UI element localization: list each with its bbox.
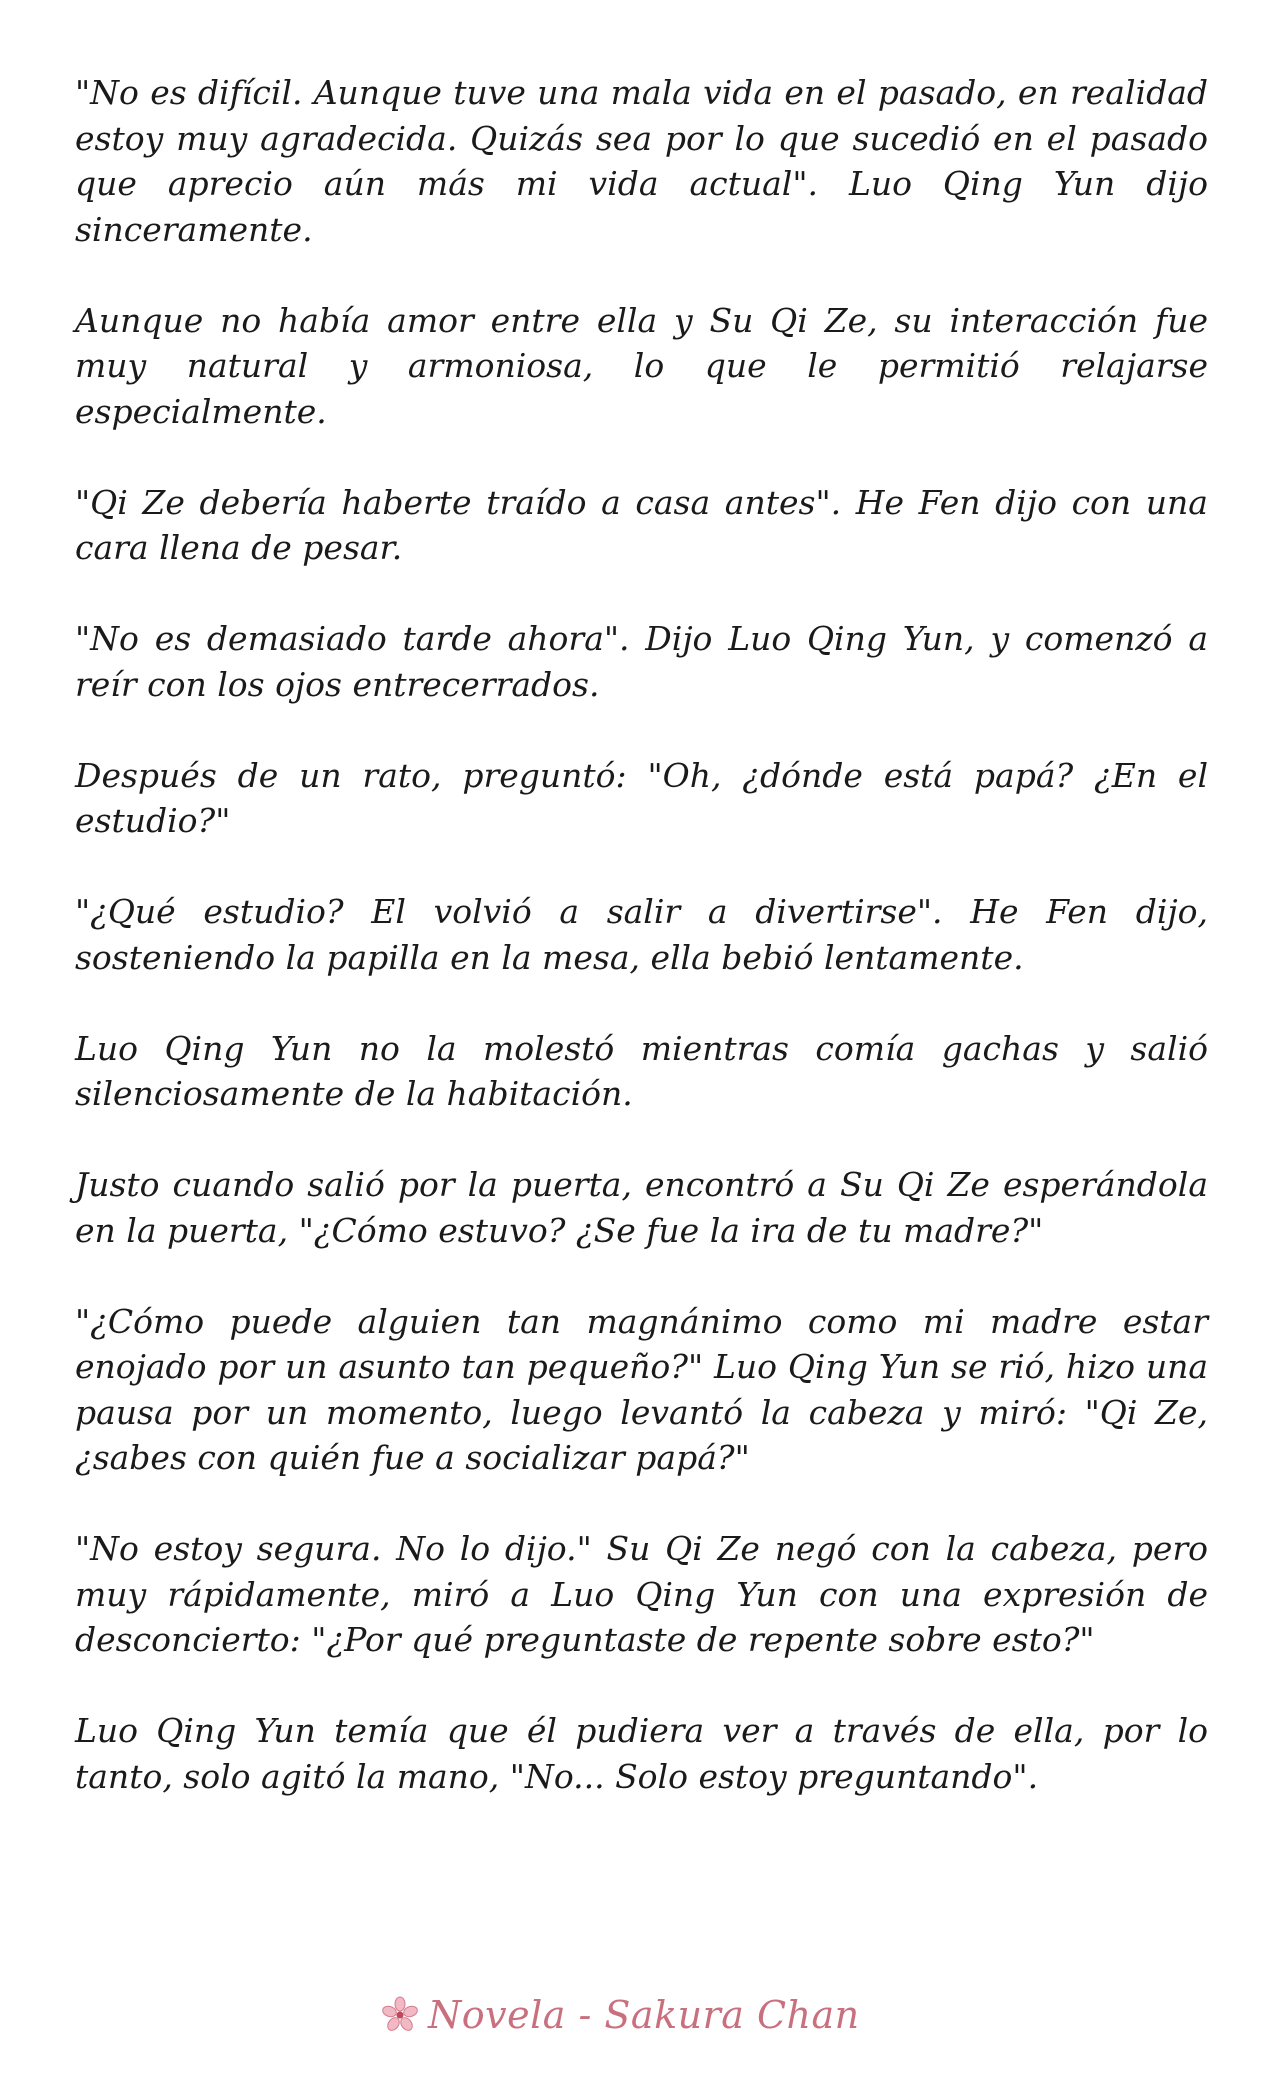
paragraph: "Qi Ze debería haberte traído a casa antes". He Fen dijo con una cara llena de pesar. <box>75 482 1208 567</box>
cherry-blossom-icon <box>380 1995 420 2035</box>
paragraph: Justo cuando salió por la puerta, encontró a Su Qi Ze esperándola en la puerta, "¿Cómo estuvo? ¿Se fue la ira de tu madre?" <box>75 1165 1208 1250</box>
chapter-text <box>75 70 1208 1799</box>
paragraph: "No es demasiado tarde ahora". Dijo Luo Qing Yun, y comenzó a reír con los ojos entrecerrados. <box>75 619 1208 704</box>
paragraph: "¿Cómo puede alguien tan magnánimo como mi madre estar enojado por un asunto tan pequeño?" Luo Qing Yun se rió, hizo una pausa por un momento, luego levantó la cabeza y miró: "Qi Ze, ¿sabes con quién fue a socializar papá?" <box>75 1301 1208 1477</box>
paragraph: Luo Qing Yun no la molestó mientras comía gachas y salió silenciosamente de la habitación. <box>75 1028 1208 1113</box>
watermark <box>380 1990 860 2040</box>
paragraph: Luo Qing Yun temía que él pudiera ver a través de ella, por lo tanto, solo agitó la mano, "No... Solo estoy preguntando". <box>75 1711 1208 1796</box>
paragraph: "No es difícil. Aunque tuve una mala vida en el pasado, en realidad estoy muy agradecida. Quizás sea por lo que sucedió en el pasado que aprecio aún más mi vida actual". Luo Qing Yun dijo sinceramente. <box>75 73 1208 249</box>
paragraph: "¿Qué estudio? El volvió a salir a divertirse". He Fen dijo, sosteniendo la papilla en la mesa, ella bebió lentamente. <box>75 892 1208 977</box>
paragraph: "No estoy segura. No lo dijo." Su Qi Ze negó con la cabeza, pero muy rápidamente, miró a Luo Qing Yun con una expresión de desconcierto: "¿Por qué preguntaste de repente sobre esto?" <box>75 1529 1208 1659</box>
paragraph: Después de un rato, preguntó: "Oh, ¿dónde está papá? ¿En el estudio?" <box>75 755 1208 840</box>
watermark-text: Novela - Sakura Chan <box>428 1993 860 2037</box>
paragraph: Aunque no había amor entre ella y Su Qi Ze, su interacción fue muy natural y armoniosa, lo que le permitió relajarse especialmente. <box>75 300 1208 431</box>
